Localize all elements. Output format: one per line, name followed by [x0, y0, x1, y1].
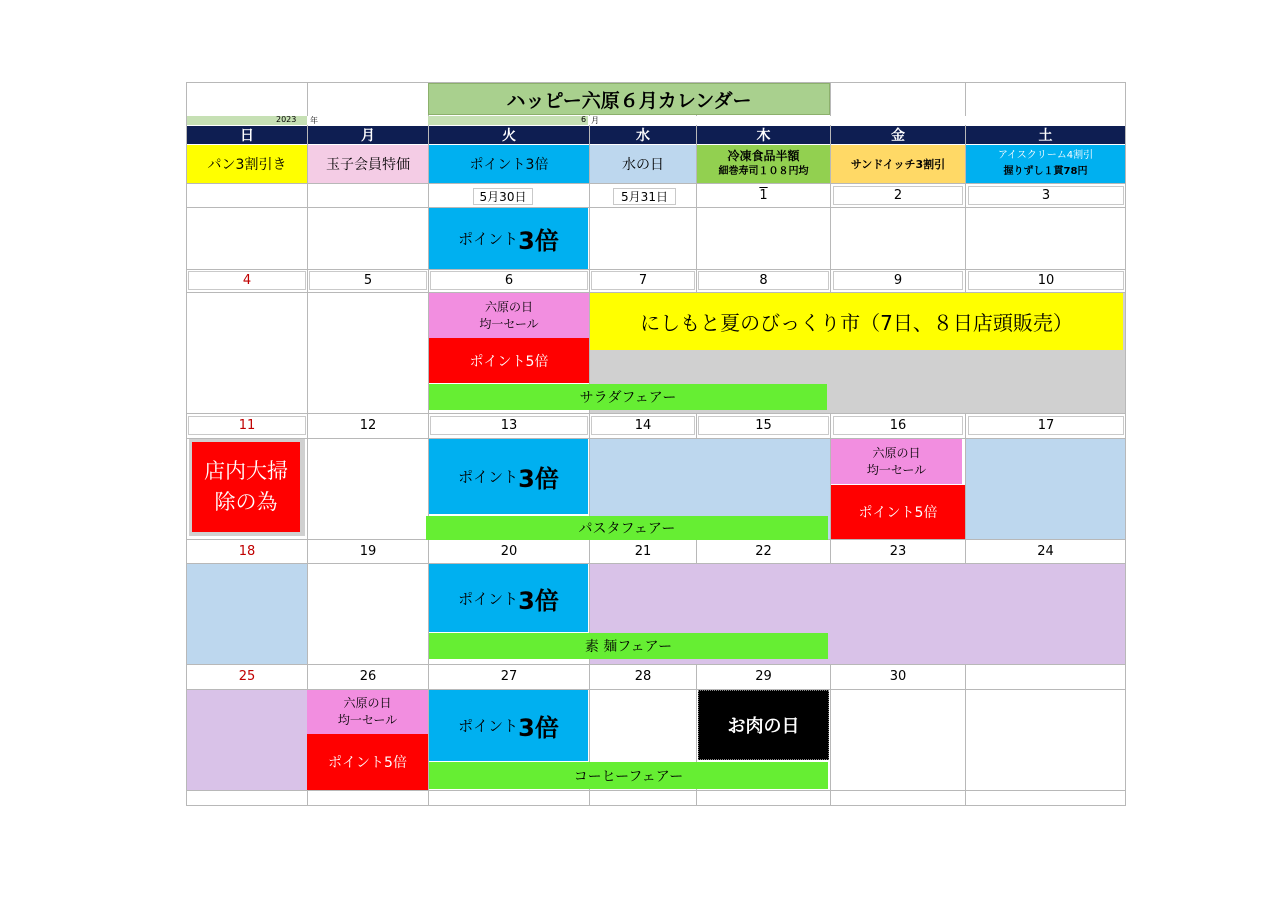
point3-event-20: ポイント 3倍 [429, 564, 588, 632]
date-21: 21 [634, 543, 652, 559]
point5-event-6: ポイント5倍 [429, 338, 589, 383]
date-9: 9 [833, 271, 963, 290]
salad-fair-banner: サラダフェアー [429, 384, 827, 410]
day-header-wed: 水 [590, 126, 696, 144]
date-22: 22 [755, 543, 772, 559]
daily-deal-thu: 冷凍食品半額 細巻寿司１０８円均 [697, 145, 830, 183]
point3-event-13: ポイント 3倍 [429, 439, 588, 514]
point5-event-16: ポイント5倍 [831, 485, 965, 539]
daily-deal-sun: パン3割引き [187, 145, 307, 183]
date-26: 26 [359, 669, 377, 684]
rokuhara-day-event-26: 六原の日 均一セール [307, 690, 428, 734]
date-28: 28 [634, 669, 652, 684]
date-19: 19 [359, 543, 377, 559]
calendar-title: ハッピー六原６月カレンダー [428, 83, 830, 115]
date-25: 25 [238, 669, 256, 684]
year-unit: 年 [310, 116, 318, 125]
day-header-sun: 日 [187, 126, 307, 144]
date-10: 10 [968, 271, 1124, 290]
date-23: 23 [889, 543, 907, 559]
date-5: 5 [309, 271, 427, 290]
date-20: 20 [500, 543, 518, 559]
date-12: 12 [359, 418, 377, 433]
date-6: 6 [430, 271, 588, 290]
date-13: 13 [430, 416, 588, 435]
date-5-31: 5月31日 [613, 188, 676, 205]
rokuhara-day-event-6: 六原の日 均一セール [429, 293, 589, 338]
day-header-tue: 火 [429, 126, 589, 144]
point5-event-26: ポイント5倍 [307, 734, 428, 790]
nishimoto-sale-banner: にしもと夏のびっくり市（7日、８日店頭販売） [590, 293, 1123, 350]
point3-event-27: ポイント 3倍 [429, 690, 588, 761]
date-29: 29 [755, 669, 772, 684]
calendar [186, 82, 1126, 806]
daily-deal-sat: アイスクリーム4割引 握りずし１貫78円 [966, 145, 1125, 183]
date-24: 24 [1037, 543, 1054, 559]
pasta-fair-banner: パスタフェアー [426, 516, 828, 540]
date-16: 16 [833, 416, 963, 435]
coffee-fair-banner: コーヒーフェアー [429, 762, 828, 789]
date-15: 15 [698, 416, 829, 435]
day-header-sat: 土 [966, 126, 1125, 144]
year-label: 2023 [276, 115, 297, 124]
daily-deal-wed: 水の日 [590, 145, 696, 183]
cleaning-closure-event: 店内大掃 除の為 [189, 439, 305, 536]
day-header-mon: 月 [308, 126, 428, 144]
date-3: 3 [968, 186, 1124, 205]
date-18: 18 [238, 543, 256, 559]
day-header-fri: 金 [831, 126, 965, 144]
daily-deal-fri: サンドイッチ3割引 [831, 145, 965, 183]
meat-day-event: お肉の日 [698, 690, 829, 760]
month-unit: 月 [591, 116, 599, 125]
date-1: 1 [759, 187, 768, 203]
date-8: 8 [698, 271, 829, 290]
point3-event-may30: ポイント 3倍 [429, 208, 588, 269]
date-17: 17 [968, 416, 1124, 435]
date-4: 4 [188, 271, 306, 290]
date-7: 7 [591, 271, 695, 290]
date-5-30: 5月30日 [473, 188, 533, 205]
year-month-row [187, 116, 1125, 125]
daily-deal-mon: 玉子会員特価 [308, 145, 428, 183]
day-header-thu: 木 [697, 126, 830, 144]
rokuhara-day-event-16: 六原の日 均一セール [831, 439, 962, 484]
month-label: 6 [581, 115, 587, 124]
date-14: 14 [591, 416, 695, 435]
date-27: 27 [500, 669, 518, 684]
daily-deal-tue: ポイント3倍 [429, 145, 589, 183]
date-30: 30 [889, 669, 907, 684]
date-11: 11 [188, 416, 306, 435]
date-2: 2 [833, 186, 963, 205]
somen-fair-banner: 素 麺フェアー [429, 633, 828, 659]
